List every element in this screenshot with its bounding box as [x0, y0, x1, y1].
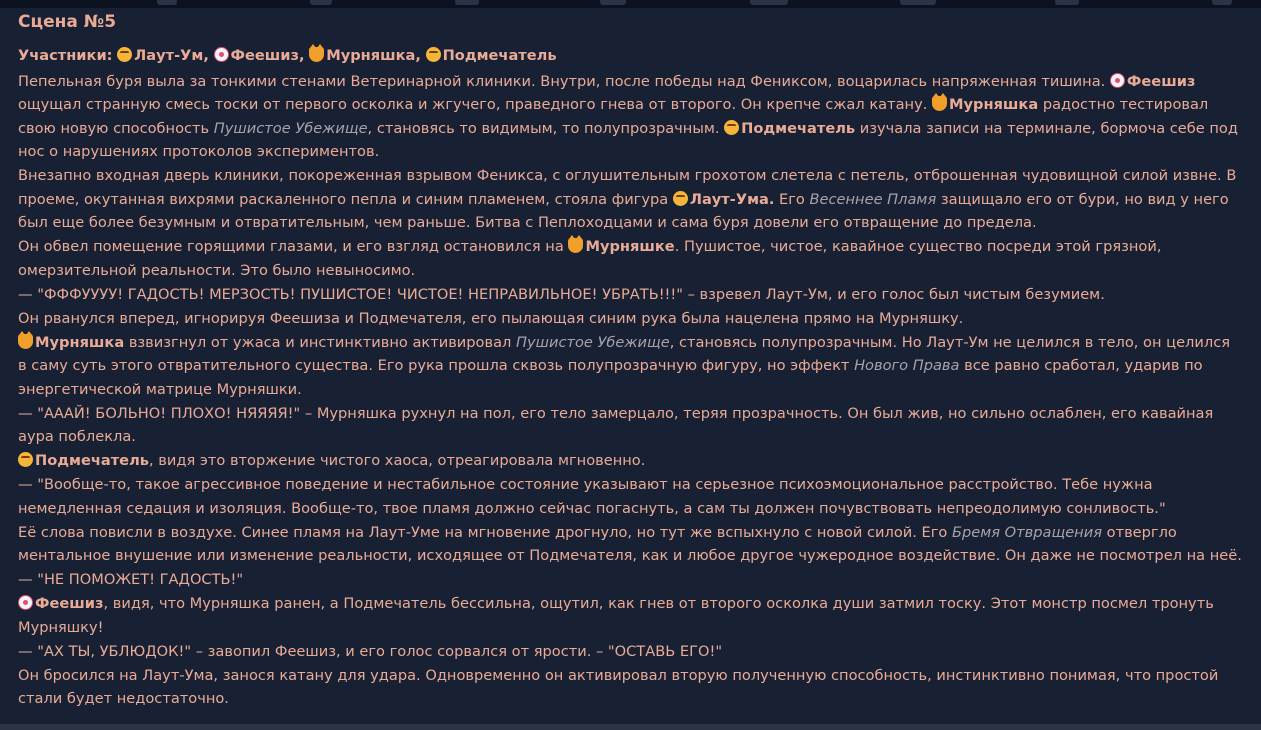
dialogue-line: — "Вообще-то, такое агрессивное поведение и нестабильное состояние указывают на серьезное психоэмоциональное расстройство. Тебе нужна немедленная седация и изоляция. Вообще-то, твое пламя должно сейчас погаснуть, а сам ты должен почувствовать непреодолимую сонливость." [18, 476, 1166, 517]
ability-name: Весеннее Пламя [809, 190, 937, 208]
name-murnyashka: Мурняшке [585, 238, 675, 255]
bottom-scroll-edge [0, 724, 1261, 730]
clown-face-icon [18, 595, 33, 610]
toolbar-button[interactable] [1212, 0, 1232, 5]
toolbar-button[interactable] [1055, 0, 1079, 5]
paragraph: Он рванулся вперед, игнорируя Феешиза и Подмечателя, его пылающая синим рука была нацелена прямо на Мурняшку. [18, 309, 964, 327]
cat-face-icon [18, 334, 33, 349]
dialogue-line: — "АХ ТЫ, УБЛЮДОК!" – завопил Феешиз, и его голос сорвался от ярости. – "ОСТАВЬ ЕГО!" [18, 642, 723, 660]
name-laut-um: Лаут-Ума. [689, 190, 775, 208]
text: радостно тестировал свою новую способность [18, 96, 1209, 137]
clown-face-icon [214, 47, 229, 62]
participant-feeshiz: Феешиз, [230, 47, 305, 64]
text: , видя, что Мурняшка ранен, а Подмечатель бессильна, ощутил, как гнев от второго осколка души затмил тоску. Этот монстр посмел тронуть Мурняшку! [18, 595, 1214, 636]
text: , становясь то видимым, то полупрозрачным. [367, 119, 725, 137]
toolbar-button[interactable] [750, 0, 788, 5]
name-podmechatel: Подмечатель [741, 119, 856, 137]
text: отвергло ментальное внушение или изменение реальности, исходящее от Подмечателя, как и любое другое чужеродное воздействие. Он даже не посмотрел на неё. [18, 523, 1242, 564]
text: , становясь полупрозрачным. Но Лаут-Ум не целился в тело, он целился в саму суть этого отвратительного существа. Его рука прошла сквозь полупрозрачную фигуру, но эффект [18, 333, 1230, 374]
scene-title: Сцена №5 [18, 12, 117, 32]
top-toolbar [0, 0, 1261, 8]
name-podmechatel: Подмечатель [35, 452, 149, 469]
participant-murnyashka: Мурняшка, [326, 47, 421, 64]
dialogue-line: — "ФФФУУУУ! ГАДОСТЬ! МЕРЗОСТЬ! ПУШИСТОЕ! ЧИСТОЕ! НЕПРАВИЛЬНОЕ! УБРАТЬ!!!" – взревел Лаут-Ум, и его голос был чистым безумием. [18, 285, 1105, 303]
text: изучала записи на терминале, бормоча себе под нос о нарушениях протоколов экспериментов. [18, 119, 1238, 160]
dialogue-line: — "АААЙ! БОЛЬНО! ПЛОХО! НЯЯЯЯ!" – Мурняшка рухнул на пол, его тело замерцало, теряя прозрачность. Он был жив, но сильно ослаблен, его кавайная аура поблекла. [18, 404, 1214, 445]
text: защищало его от бури, но вид у него был еще более безумным и отвратительным, чем раньше. Битва с Пеплоходцами и сама буря довели его отвращение до предела. [18, 190, 1229, 231]
text: . Пушистое, чистое, кавайное существо посреди этой грязной, омерзительной реальности. Это было невыносимо. [18, 238, 1162, 279]
participant-laut-um: Лаут-Ум, [134, 47, 209, 64]
text: ощущал странную смесь тоски от первого осколка и жгучего, праведного гнева от второго. Он крепче сжал катану. [18, 96, 932, 113]
paragraph [18, 164, 1243, 235]
ability-name: Пушистое Убежище [516, 333, 670, 351]
flushed-face-icon [426, 47, 441, 62]
name-feeshiz: Феешиз [35, 595, 104, 612]
text: взвизгнул от ужаса и инстинктивно активировал [124, 333, 516, 351]
toolbar-button[interactable] [900, 0, 936, 5]
toolbar-button[interactable] [600, 0, 626, 5]
text: Внезапно входная дверь клиники, покореженная взрывом Феникса, с оглушительным грохотом слетела с петель, отброшенная чудовищной силой извне. В проеме, окутанная вихрями раскаленного пепла и синим пламенем, стояла фигура [18, 167, 1237, 208]
text: Пепельная буря выла за тонкими стенами Ветеринарной клиники. Внутри, после победы над Фениксом, воцарилась напряженная тишина. [18, 72, 1110, 90]
cat-face-icon [309, 47, 324, 62]
text: все равно сработал, ударив по энергетической матрице Мурняшки. [18, 357, 1203, 398]
paragraph [18, 449, 1243, 473]
message-content [0, 8, 1261, 711]
nauseated-face-icon [117, 47, 132, 62]
text: Он обвел помещение горящими глазами, и его взгляд остановился на [18, 238, 569, 255]
participants-line [18, 44, 1243, 68]
cat-face-icon [568, 238, 583, 253]
clown-face-icon [1110, 73, 1125, 88]
participant-podmechatel: Подмечатель [442, 47, 557, 64]
cat-face-icon [932, 96, 947, 111]
chat-message-panel [0, 8, 1261, 724]
name-murnyashka: Мурняшка [949, 96, 1039, 113]
participants-label: Участники: [18, 47, 113, 64]
paragraph [18, 70, 1243, 164]
paragraph [18, 331, 1243, 402]
paragraph: Он бросился на Лаут-Ума, занося катану для удара. Одновременно он активировал вторую полученную способность, инстинктивно понимая, что простой стали будет недостаточно. [18, 666, 1219, 707]
paragraph [18, 592, 1243, 639]
toolbar-button[interactable] [157, 0, 177, 5]
name-feeshiz: Феешиз [1126, 72, 1196, 90]
dialogue-line: — "НЕ ПОМОЖЕТ! ГАДОСТЬ!" [18, 571, 244, 588]
ability-name: Нового Права [854, 357, 960, 374]
flushed-face-icon [724, 120, 739, 135]
ability-name: Пушистое Убежище [213, 119, 368, 137]
paragraph [18, 235, 1243, 282]
toolbar-button[interactable] [310, 0, 332, 5]
paragraph [18, 521, 1243, 568]
name-murnyashka: Мурняшка [35, 333, 125, 351]
text: Его [774, 190, 810, 208]
text: , видя это вторжение чистого хаоса, отреагировала мгновенно. [149, 452, 646, 469]
ability-name: Бремя Отвращения [951, 523, 1102, 541]
text: Её слова повисли в воздухе. Синее пламя на Лаут-Уме на мгновение дрогнуло, но тут же вспыхнуло с новой силой. Его [18, 523, 952, 541]
flushed-face-icon [18, 452, 33, 467]
nauseated-face-icon [673, 191, 688, 206]
toolbar-button[interactable] [455, 0, 479, 5]
